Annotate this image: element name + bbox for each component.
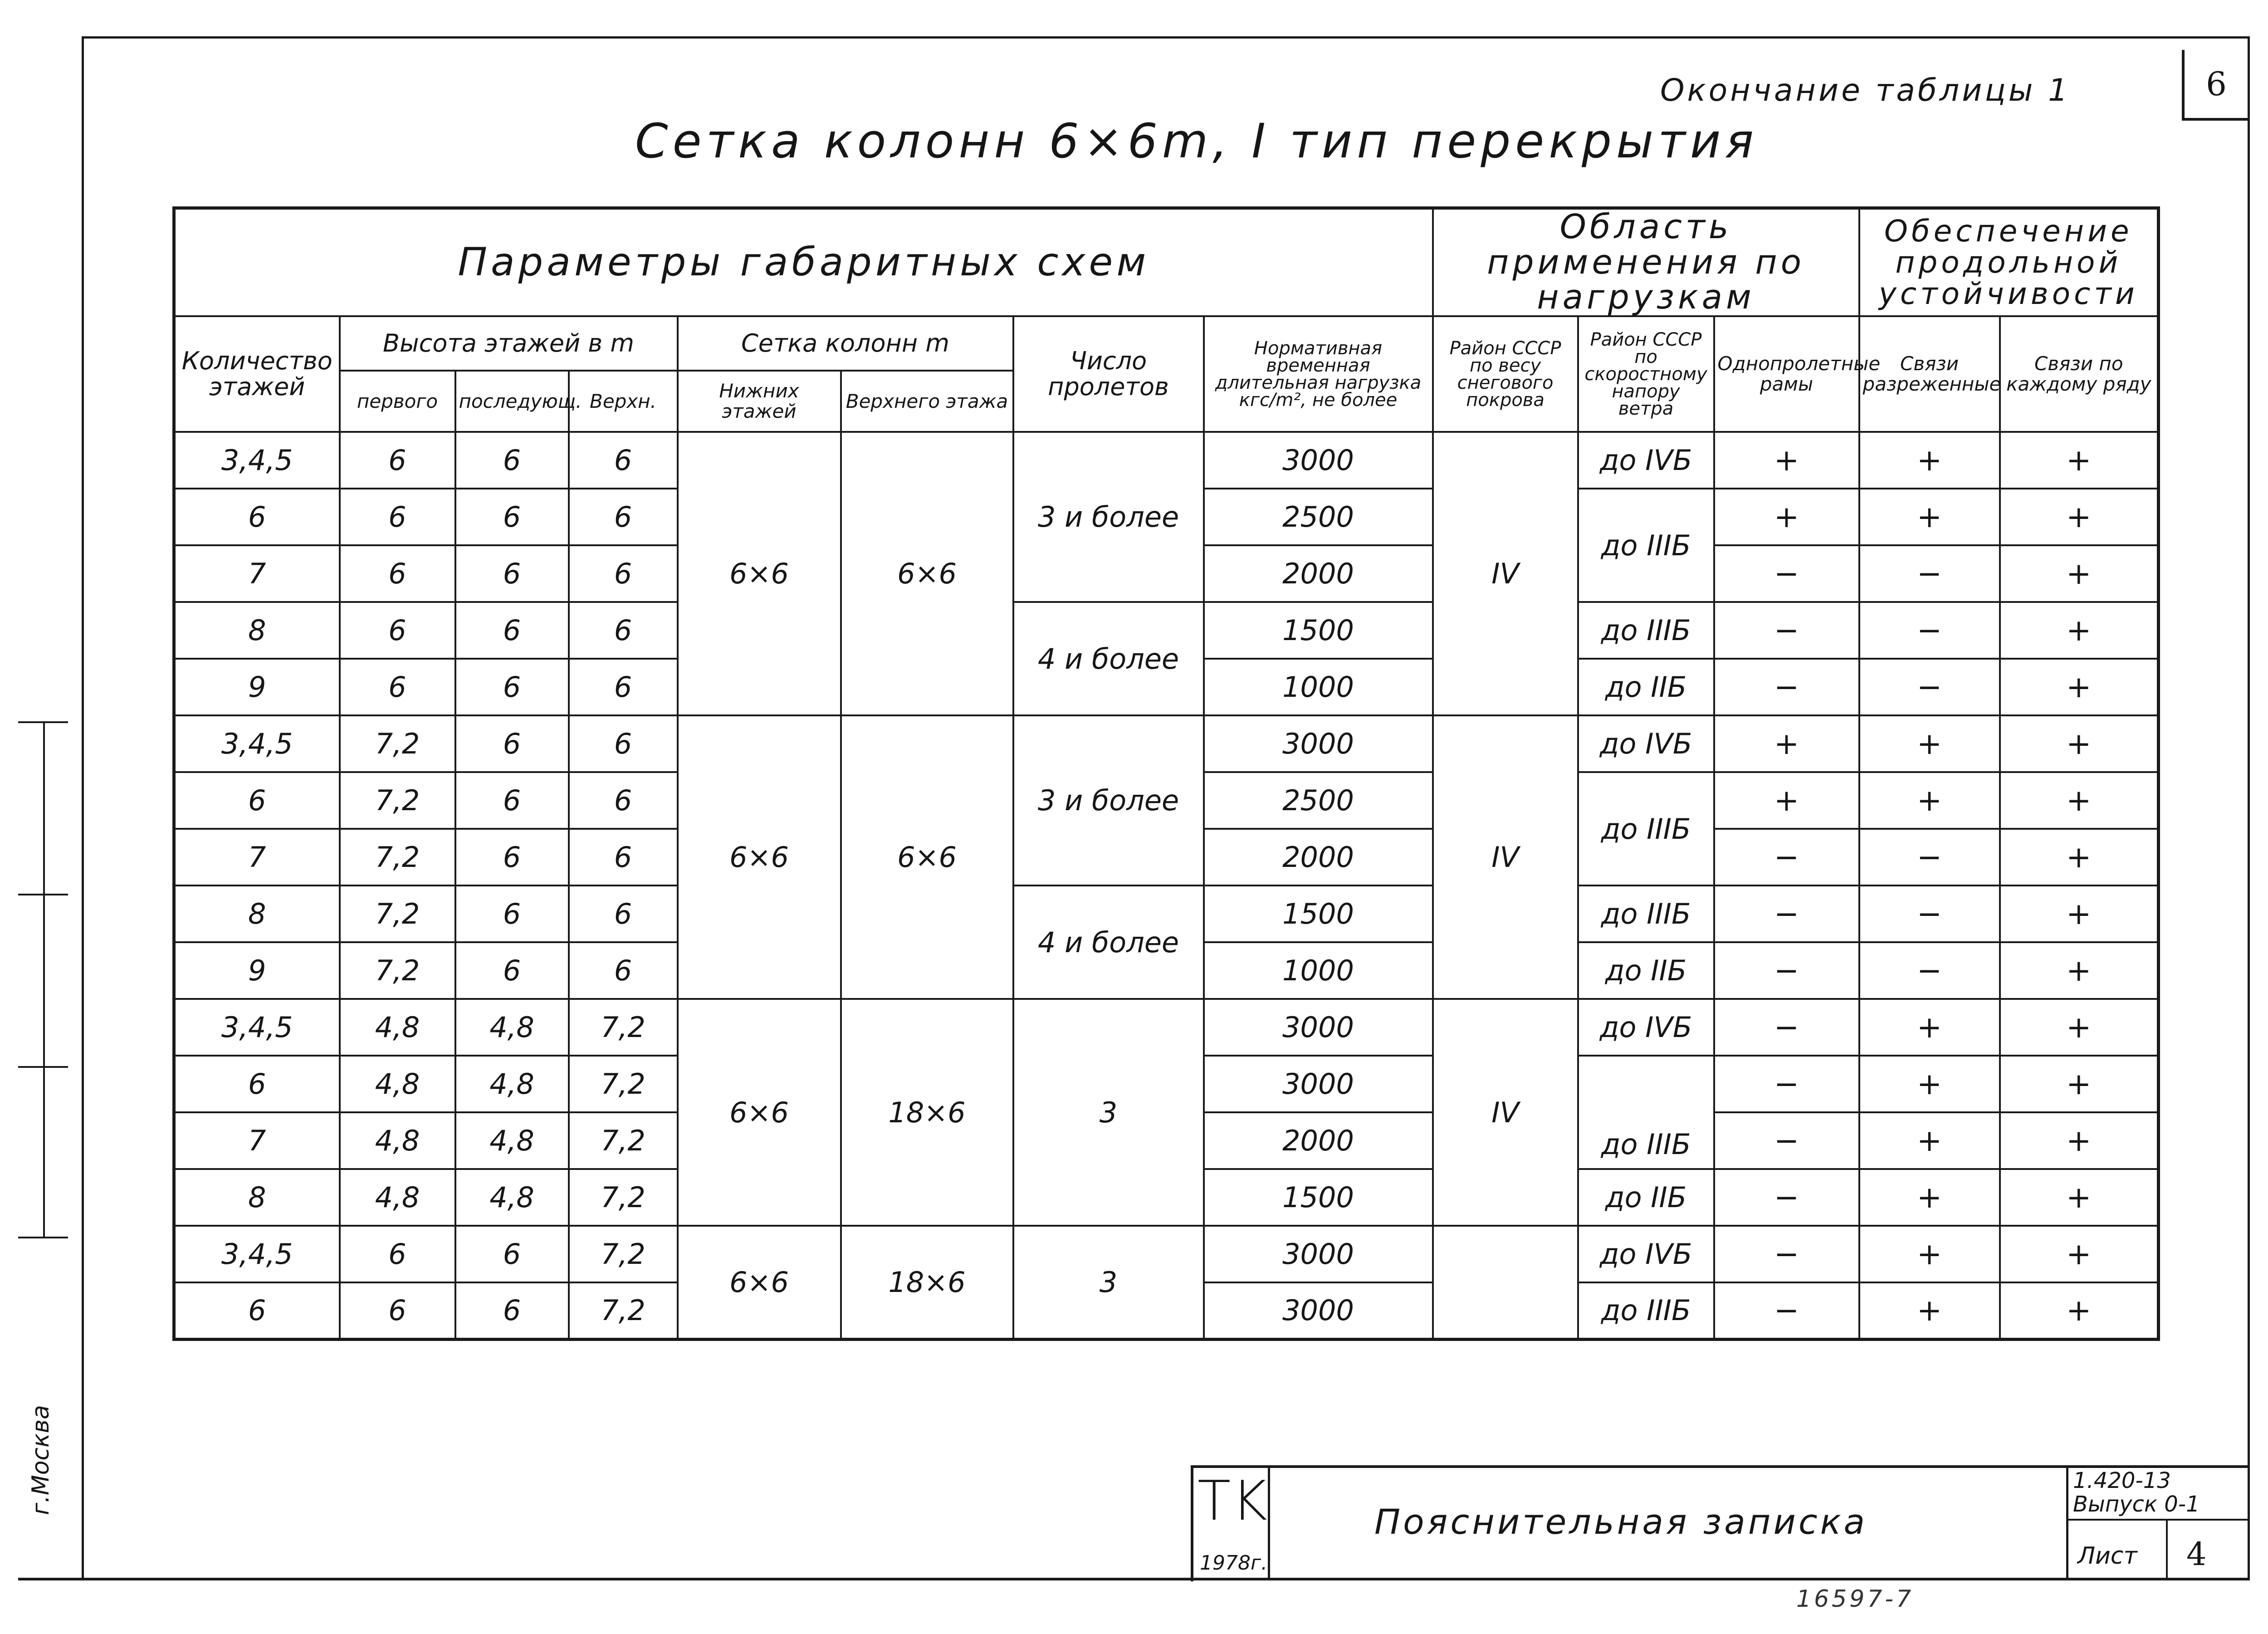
table-cell: 6 — [455, 715, 569, 772]
table-cell: 7,2 — [340, 715, 455, 772]
table-cell: 3000 — [1204, 1056, 1433, 1112]
table-cell: + — [1859, 432, 2000, 489]
table-cell: до IVБ — [1578, 999, 1714, 1056]
col-snow-header: Район СССР по весу снегового покрова — [1433, 316, 1578, 432]
table-cell: 7,2 — [569, 1169, 678, 1226]
table-cell: 6 — [340, 489, 455, 545]
table-cell: 6 — [340, 432, 455, 489]
table-cell: 3 и более — [1013, 715, 1204, 885]
table-cell: 3000 — [1204, 715, 1433, 772]
table-cell: + — [1714, 432, 1859, 489]
frame-left-line — [82, 36, 84, 1579]
table-cell: + — [2000, 489, 2159, 545]
table-cell: 3000 — [1204, 432, 1433, 489]
stamp-title: Пояснительная записка — [1374, 1502, 1868, 1542]
table-cell: 3 — [1013, 1226, 1204, 1339]
stamp-issue: Выпуск 0-1 — [2073, 1492, 2200, 1517]
table-cell: + — [2000, 602, 2159, 659]
table-cell: 7,2 — [569, 1112, 678, 1169]
table-cell: − — [1714, 1112, 1859, 1169]
table-cell: до IVБ — [1578, 1226, 1714, 1282]
table-cell: 6 — [569, 715, 678, 772]
table-cell: 4,8 — [455, 1056, 569, 1112]
group-params-header: Параметры габаритных схем — [174, 208, 1433, 317]
group-stability-header: Обеспечение продольной устойчивости — [1859, 208, 2159, 317]
table-cell: 6 — [455, 432, 569, 489]
stamp-logo: TK — [1198, 1470, 1268, 1533]
table-cell: 6 — [174, 1056, 340, 1112]
table-cell: 6 — [340, 545, 455, 602]
table-cell: 6 — [340, 602, 455, 659]
place-label: г.Москва — [27, 1404, 54, 1515]
table-cell: 2000 — [1204, 545, 1433, 602]
table-cell: − — [1714, 942, 1859, 999]
table-cell: 6 — [174, 489, 340, 545]
table-cell: − — [1859, 829, 2000, 885]
table-cell: 18×6 — [841, 999, 1013, 1226]
table-cell: + — [1714, 489, 1859, 545]
col-frames-header: Однопролетные рамы — [1714, 316, 1859, 432]
table-cell: 6 — [569, 885, 678, 942]
table-cell: 6 — [569, 545, 678, 602]
table-cell: + — [2000, 1112, 2159, 1169]
table-cell: 6 — [455, 659, 569, 715]
col-height-header: Высота этажей в m — [340, 316, 678, 371]
table-cell: 6 — [455, 602, 569, 659]
stamp-sheet-number: 4 — [2186, 1536, 2207, 1573]
table-cell: до IIБ — [1578, 1169, 1714, 1226]
table-cell: 1500 — [1204, 885, 1433, 942]
table-cell: 6×6 — [678, 715, 841, 999]
table-cell: 6×6 — [841, 715, 1013, 999]
page-number: 6 — [2182, 50, 2248, 121]
table-cell: 6 — [569, 829, 678, 885]
table-cell: − — [1714, 1282, 1859, 1339]
table-cell: 3 — [1013, 999, 1204, 1226]
table-cell: − — [1859, 602, 2000, 659]
table-cell: 7,2 — [340, 885, 455, 942]
binding-strip — [0, 721, 68, 1238]
table-cell: 7 — [174, 1112, 340, 1169]
table-cell: + — [1859, 1056, 2000, 1112]
table-cell: 6 — [569, 772, 678, 829]
table-cell: 6 — [455, 829, 569, 885]
table-cell: + — [1859, 999, 2000, 1056]
table-cell: 4,8 — [340, 1112, 455, 1169]
table-cell: − — [1714, 1169, 1859, 1226]
table-cell: 4,8 — [455, 1112, 569, 1169]
table-cell: + — [1859, 1226, 2000, 1282]
table-cell: до IIIБ — [1578, 489, 1714, 602]
table-cell: + — [1859, 489, 2000, 545]
table-cell: до IIБ — [1578, 659, 1714, 715]
table-cell: + — [2000, 772, 2159, 829]
table-cell: до IIIБ — [1578, 1282, 1714, 1339]
table-cell — [1433, 1226, 1578, 1339]
table-cell: 6×6 — [841, 432, 1013, 715]
col-floors-header: Количество этажей — [174, 316, 340, 432]
table-cell: 6 — [455, 1226, 569, 1282]
table-cell: + — [1859, 772, 2000, 829]
table-cell: 3000 — [1204, 1226, 1433, 1282]
table-cell: 6 — [455, 942, 569, 999]
table-cell: 3000 — [1204, 1282, 1433, 1339]
table-cell: 4 и более — [1013, 602, 1204, 715]
table-cell: 6 — [569, 602, 678, 659]
table-cell: 8 — [174, 1169, 340, 1226]
table-cell: + — [2000, 715, 2159, 772]
table-cell: 6 — [455, 1282, 569, 1339]
table-cell: + — [1714, 772, 1859, 829]
continuation-label: Окончание таблицы 1 — [1660, 73, 2071, 108]
col-grid-lower: Нижних этажей — [678, 371, 841, 432]
table-cell: − — [1714, 545, 1859, 602]
table-cell: 4,8 — [340, 1169, 455, 1226]
table-cell: 7,2 — [569, 1282, 678, 1339]
table-cell: 3,4,5 — [174, 432, 340, 489]
table-cell: − — [1859, 659, 2000, 715]
table-cell: 4,8 — [455, 999, 569, 1056]
table-cell: 7,2 — [569, 1226, 678, 1282]
table-row — [174, 1226, 2159, 1282]
table-cell: + — [2000, 829, 2159, 885]
table-cell: 6×6 — [678, 1226, 841, 1339]
stamp-year: 1978г. — [1200, 1551, 1268, 1575]
table-cell: 18×6 — [841, 1226, 1013, 1339]
table-cell: − — [1714, 659, 1859, 715]
table-row — [174, 432, 2159, 489]
table-cell: до IIIБ — [1578, 1056, 1714, 1169]
table-cell: + — [2000, 1226, 2159, 1282]
table-cell: − — [1859, 942, 2000, 999]
table-cell: 6×6 — [678, 432, 841, 715]
table-cell: + — [2000, 885, 2159, 942]
table-cell: 3,4,5 — [174, 1226, 340, 1282]
table-cell: + — [2000, 1056, 2159, 1112]
table-row — [174, 885, 2159, 942]
table-cell: + — [2000, 1169, 2159, 1226]
table-cell: − — [1714, 999, 1859, 1056]
table-cell: 7 — [174, 829, 340, 885]
table-cell: + — [2000, 432, 2159, 489]
col-height-first: первого — [340, 371, 455, 432]
table-cell: 6 — [174, 772, 340, 829]
table-cell: 9 — [174, 659, 340, 715]
table-row — [174, 602, 2159, 659]
table-cell: + — [2000, 999, 2159, 1056]
col-height-top: Верхн. — [569, 371, 678, 432]
table-cell: + — [1859, 715, 2000, 772]
table-cell: + — [1859, 1169, 2000, 1226]
col-wind-header: Район СССР по скоростному напору ветра — [1578, 316, 1714, 432]
table-cell: 6 — [340, 659, 455, 715]
table-cell: 6 — [174, 1282, 340, 1339]
table-cell: до IIБ — [1578, 942, 1714, 999]
table-cell: 6 — [569, 432, 678, 489]
table-cell: 3000 — [1204, 999, 1433, 1056]
table-cell: 2500 — [1204, 489, 1433, 545]
table-cell: + — [2000, 659, 2159, 715]
table-cell: 6 — [569, 659, 678, 715]
table-cell: − — [1714, 885, 1859, 942]
table-cell: + — [2000, 1282, 2159, 1339]
table-cell: 7,2 — [569, 1056, 678, 1112]
table-cell: до IIIБ — [1578, 772, 1714, 885]
table-cell: + — [1714, 715, 1859, 772]
table-cell: 7,2 — [340, 772, 455, 829]
table-cell: 4,8 — [455, 1169, 569, 1226]
col-braces-header: Связи разреженные — [1859, 316, 2000, 432]
table-cell: − — [1714, 1226, 1859, 1282]
stamp-sheet-label: Лист — [2077, 1542, 2137, 1570]
table-cell: 3 и более — [1013, 432, 1204, 602]
table-cell: 6 — [569, 489, 678, 545]
stamp-code: 1.420-13 — [2073, 1468, 2171, 1493]
table-cell: − — [1859, 545, 2000, 602]
table-cell: 4 и более — [1013, 885, 1204, 999]
table-cell: 6 — [340, 1226, 455, 1282]
table-cell: − — [1859, 885, 2000, 942]
table-cell: − — [1714, 602, 1859, 659]
table-cell: 6 — [455, 489, 569, 545]
table-cell: 8 — [174, 885, 340, 942]
table-cell: 6 — [455, 885, 569, 942]
table-row — [174, 999, 2159, 1056]
table-cell: 1000 — [1204, 942, 1433, 999]
col-load-header: Нормативная временная длительная нагрузка кгс/m², не более — [1204, 316, 1433, 432]
table-cell: + — [1859, 1112, 2000, 1169]
table-cell: до IVБ — [1578, 715, 1714, 772]
table-cell: 7,2 — [569, 999, 678, 1056]
table-row — [174, 715, 2159, 772]
table-cell: 7 — [174, 545, 340, 602]
table-cell: 7,2 — [340, 942, 455, 999]
table-cell: 7,2 — [340, 829, 455, 885]
table-cell: 1500 — [1204, 602, 1433, 659]
page-title: Сетка колонн 6×6m, I тип перекрытия — [635, 113, 1758, 169]
table-cell: 2000 — [1204, 1112, 1433, 1169]
col-braces-each-header: Связи по каждому ряду — [2000, 316, 2159, 432]
frame-top-line — [82, 36, 2250, 39]
table-cell: − — [1714, 1056, 1859, 1112]
table-cell: + — [2000, 545, 2159, 602]
table-cell: − — [1714, 829, 1859, 885]
table-cell: 3,4,5 — [174, 999, 340, 1056]
table-cell: 3,4,5 — [174, 715, 340, 772]
table-cell: 2500 — [1204, 772, 1433, 829]
table-cell: 4,8 — [340, 999, 455, 1056]
table-cell: до IVБ — [1578, 432, 1714, 489]
table-cell: 1500 — [1204, 1169, 1433, 1226]
table-cell: IV — [1433, 999, 1578, 1226]
table-cell: до IIIБ — [1578, 885, 1714, 942]
table-cell: 6 — [455, 772, 569, 829]
table-cell: + — [1859, 1282, 2000, 1339]
table-cell: IV — [1433, 432, 1578, 715]
group-scope-header: Область применения по нагрузкам — [1433, 208, 1859, 317]
table-cell: 8 — [174, 602, 340, 659]
table-cell: 4,8 — [340, 1056, 455, 1112]
frame-right-line — [2248, 36, 2250, 1579]
table-cell: IV — [1433, 715, 1578, 999]
col-spans-header: Число пролетов — [1013, 316, 1204, 432]
col-height-next: последующ. — [455, 371, 569, 432]
table-cell: 6 — [455, 545, 569, 602]
table-cell: 1000 — [1204, 659, 1433, 715]
archive-number: 16597-7 — [1796, 1585, 1914, 1613]
col-grid-header: Сетка колонн m — [678, 316, 1013, 371]
col-grid-upper: Верхнего этажа — [841, 371, 1013, 432]
table-cell: 6 — [340, 1282, 455, 1339]
table-cell: 9 — [174, 942, 340, 999]
table-cell: до IIIБ — [1578, 602, 1714, 659]
table-cell: + — [2000, 942, 2159, 999]
table-cell: 6 — [569, 942, 678, 999]
table-cell: 2000 — [1204, 829, 1433, 885]
parameters-table — [172, 206, 2160, 1341]
table-cell: 6×6 — [678, 999, 841, 1226]
